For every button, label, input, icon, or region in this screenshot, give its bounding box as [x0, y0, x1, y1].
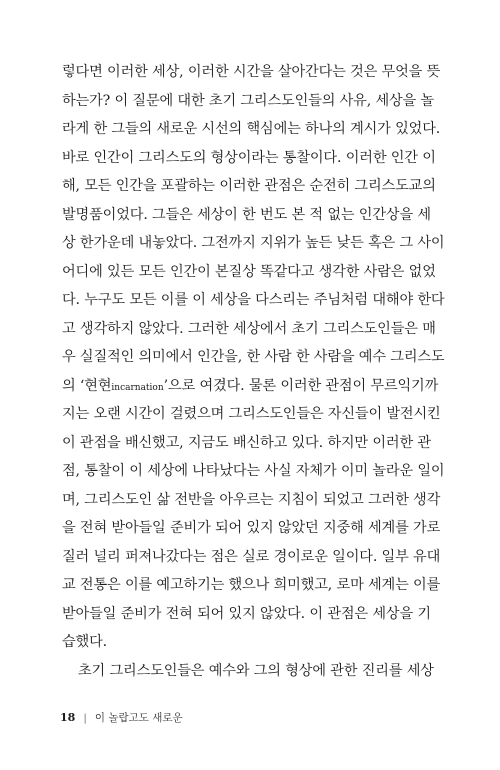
- body-line: 발명품이었다. 그들은 세상이 한 번도 본 적 없는 인간상을 세: [62, 206, 431, 223]
- body-line: 교 전통은 이를 예고하기는 했으나 희미했고, 로마 세계는 이를: [62, 577, 441, 593]
- body-line: 라게 한 그들의 새로운 시선의 핵심에는 하나의 계시가 있었다.: [62, 121, 441, 137]
- body-line: 어디에 있든 모든 인간이 본질상 똑같다고 생각한 사람은 없었: [62, 263, 436, 280]
- body-line-incarnation: [62, 372, 440, 401]
- incarnation-before: 의 ‘현현: [62, 377, 112, 394]
- body-line: 받아들일 준비가 전혀 되어 있지 않았다. 이 관점은 세상을 기: [62, 605, 431, 622]
- body-line: 다. 누구도 모든 이를 이 세상을 다스리는 주님처럼 대해야 한다: [62, 292, 445, 308]
- body-line: 고 생각하지 않았다. 그러한 세상에서 초기 그리스도인들은 매: [62, 320, 436, 337]
- incarnation-foreign-term: incarnation: [111, 382, 164, 393]
- body-line: 질러 널리 퍼져나갔다는 점은 실로 경이로운 일이다. 일부 유대: [62, 548, 441, 565]
- paragraph-first-line: 초기 그리스도인들은 예수와 그의 형상에 관한 진리를 세상: [78, 662, 434, 679]
- incarnation-after: ’으로 여겼다. 물론 이러한 관점이 무르익기까: [163, 377, 439, 394]
- body-line: 우 실질적인 의미에서 인간을, 한 사람 한 사람을 예수 그리스도: [62, 349, 445, 365]
- body-line: 이 관점을 배신했고, 지금도 배신하고 있다. 하지만 이러한 관: [62, 434, 431, 451]
- page-footer: [60, 710, 183, 725]
- body-text: [62, 58, 445, 685]
- body-line: 하는가? 이 질문에 대한 초기 그리스도인들의 사유, 세상을 놀: [62, 92, 435, 109]
- body-line: 해, 모든 인간을 포괄하는 이러한 관점은 순전히 그리스도교의: [62, 178, 436, 194]
- body-line: 점, 통찰이 이 세상에 나타났다는 사실 자체가 이미 놀라운 일이: [62, 463, 445, 479]
- body-line: 습했다.: [62, 634, 108, 650]
- body-line: 바로 인간이 그리스도의 형상이라는 통찰이다. 이러한 인간 이: [62, 149, 436, 166]
- body-line: 상 한가운데 내놓았다. 그전까지 지위가 높든 낮든 혹은 그 사이: [62, 235, 445, 251]
- running-title: 이 놀랍고도 새로운: [94, 712, 183, 724]
- body-line: 을 전혀 받아들일 준비가 되어 있지 않았던 지중해 세계를 가로: [62, 520, 441, 536]
- body-line: 지는 오랜 시간이 걸렸으며 그리스도인들은 자신들이 발전시킨: [62, 406, 441, 422]
- footer-separator: |: [83, 711, 87, 724]
- body-line: 며, 그리스도인 삶 전반을 아우르는 지침이 되었고 그러한 생각: [62, 491, 441, 508]
- body-line: 렇다면 이러한 세상, 이러한 시간을 살아간다는 것은 무엇을 뜻: [62, 64, 441, 80]
- page-number: 18: [60, 711, 76, 724]
